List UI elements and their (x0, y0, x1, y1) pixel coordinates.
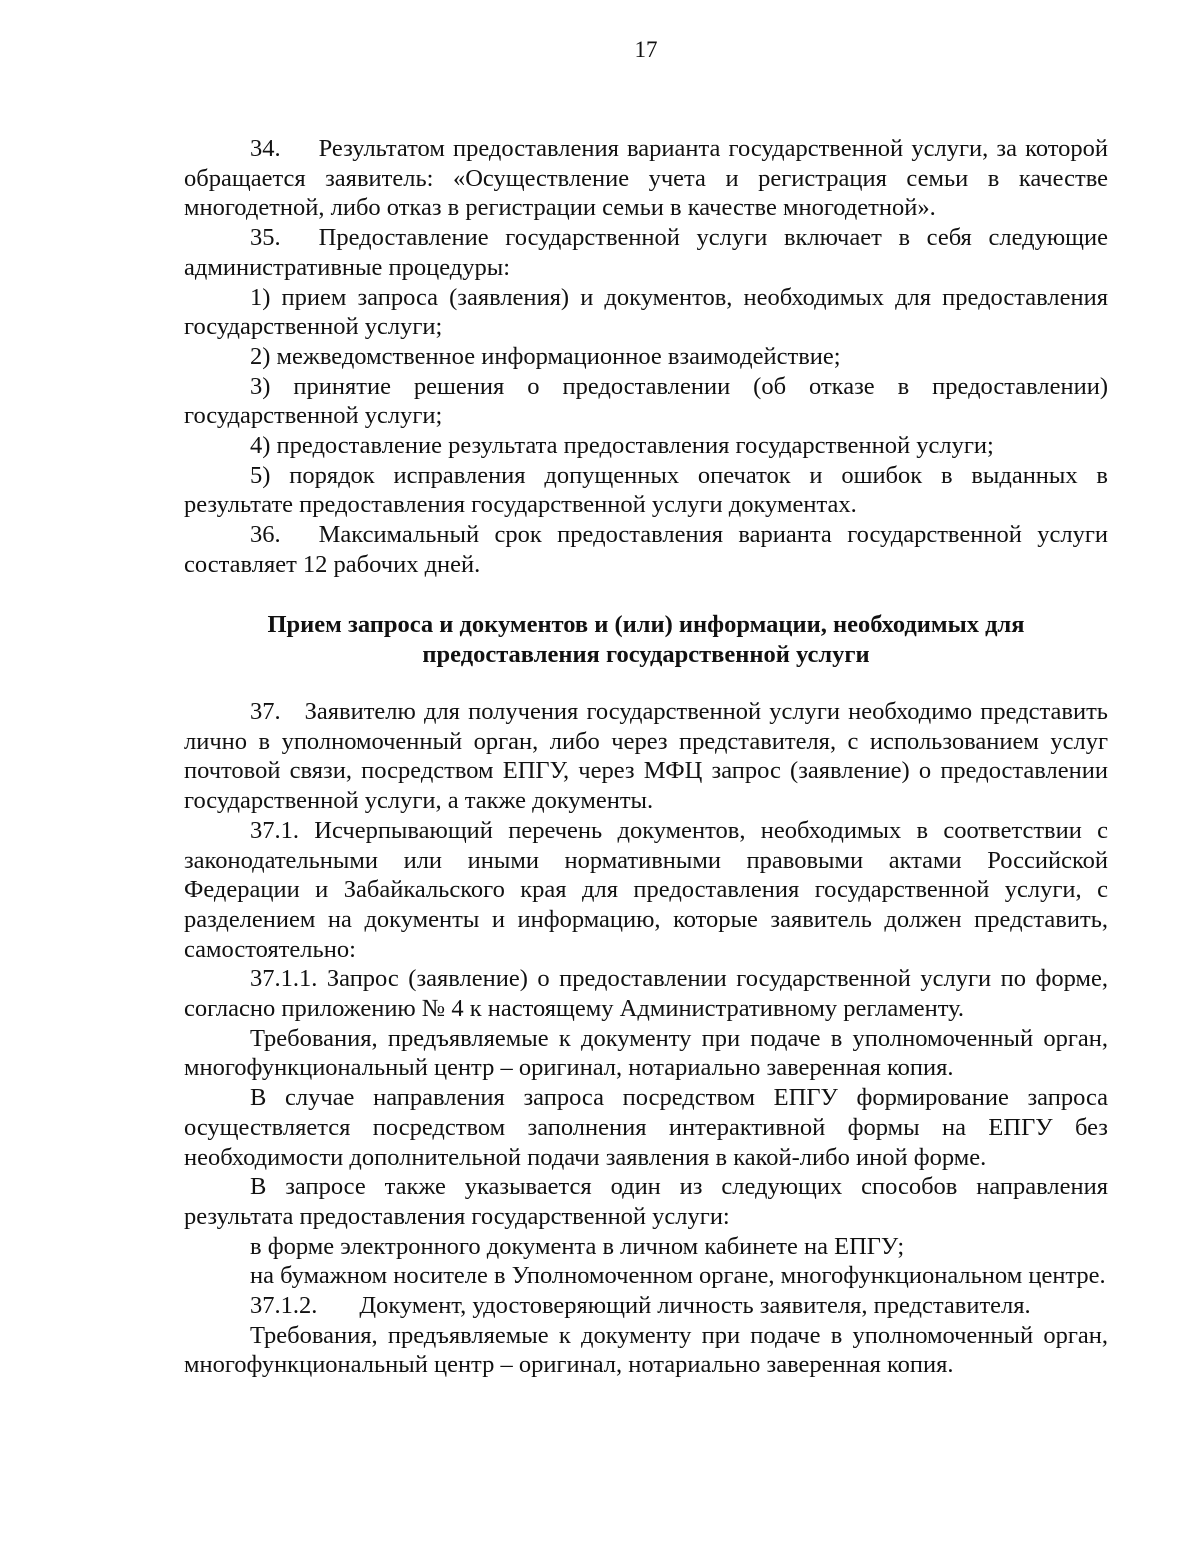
delivery-method-electronic: в форме электронного документа в личном кабинете на ЕПГУ; (250, 1232, 905, 1260)
section-top (184, 134, 1108, 580)
paragraph-36 (184, 520, 1108, 579)
paragraph-37-1: 37.1. Исчерпывающий перечень документов, необходимых в соответствии с законодательными или иными нормативными правовыми актами Российской Федерации и Забайкальского края для предоставления государственной услуги, с разделением на документы и информацию, которые заявитель должен представить, самостоятельно: (184, 816, 1108, 963)
paragraph-text: Документ, удостоверяющий личность заявителя, представителя. (359, 1292, 1031, 1320)
list-item-4: 4) предоставление результата предоставления государственной услуги; (250, 432, 994, 460)
paragraph-number: 34. (250, 135, 281, 162)
paragraph-text: Максимальный срок предоставления варианта государственной услуги составляет 12 рабочих дней. (184, 521, 1108, 578)
paragraph-number: 35. (250, 224, 281, 252)
paragraph-requirements-2: Требования, предъявляемые к документу при подаче в уполномоченный орган, многофункциональный центр – оригинал, нотариально заверенная копия. (184, 1321, 1108, 1379)
paragraph-number: 37.1.2. (250, 1292, 318, 1320)
section-heading (184, 610, 1108, 669)
paragraph-requirements-1: Требования, предъявляемые к документу при подаче в уполномоченный орган, многофункциональный центр – оригинал, нотариально заверенная копия. (184, 1024, 1108, 1082)
page-number: 17 (634, 37, 658, 62)
section-heading-line-2: предоставления государственной услуги (422, 640, 870, 668)
paragraph-epgu-request: В случае направления запроса посредством ЕПГУ формирование запроса осуществляется посредством заполнения интерактивной формы на ЕПГУ без необходимости дополнительной подачи заявления в какой-либо иной форме. (184, 1084, 1108, 1171)
paragraph-37-1-1: 37.1.1. Запрос (заявление) о предоставлении государственной услуги по форме, согласно приложению № 4 к настоящему Административному регламенту. (184, 965, 1108, 1023)
paragraph-number: 36. (250, 521, 281, 549)
section-heading-line-1: Прием запроса и документов и (или) информации, необходимых для (267, 611, 1025, 638)
paragraph-text: Предоставление государственной услуги включает в себя следующие административные процедуры: (184, 224, 1108, 281)
list-item-1: 1) прием запроса (заявления) и документов, необходимых для предоставления государственной услуги; (184, 283, 1108, 341)
list-item-3: 3) принятие решения о предоставлении (об отказе в предоставлении) государственной услуги; (184, 372, 1108, 430)
paragraph-37 (184, 697, 1108, 816)
paragraph-35 (184, 223, 1108, 282)
paragraph-delivery-methods: В запросе также указывается один из следующих способов направления результата предоставления государственной услуги: (184, 1173, 1108, 1230)
paragraph-37-1-2 (184, 1291, 1108, 1321)
section-bottom (184, 697, 1108, 1380)
document-page (184, 0, 1108, 1550)
paragraph-text: Результатом предоставления варианта государственной услуги, за которой обращается заявитель: «Осуществление учета и регистрация семьи в качестве многодетной, либо отказ в регистрации семьи в качестве многодетной». (184, 135, 1108, 222)
paragraph-text: Заявителю для получения государственной услуги необходимо представить лично в уполномоченный орган, либо через представителя, с использованием услуг почтовой связи, посредством ЕПГУ, через МФЦ запрос (заявление) о предоставлении государственной услуги, а также документы. (184, 698, 1108, 815)
list-item-5: 5) порядок исправления допущенных опечаток и ошибок в выданных в результате предоставления государственной услуги документах. (184, 461, 1108, 519)
paragraph-34 (184, 134, 1108, 223)
paragraph-number: 37. (250, 698, 281, 725)
delivery-method-paper: на бумажном носителе в Уполномоченном органе, многофункциональном центре. (250, 1262, 1106, 1290)
list-item-2: 2) межведомственное информационное взаимодействие; (250, 342, 841, 370)
